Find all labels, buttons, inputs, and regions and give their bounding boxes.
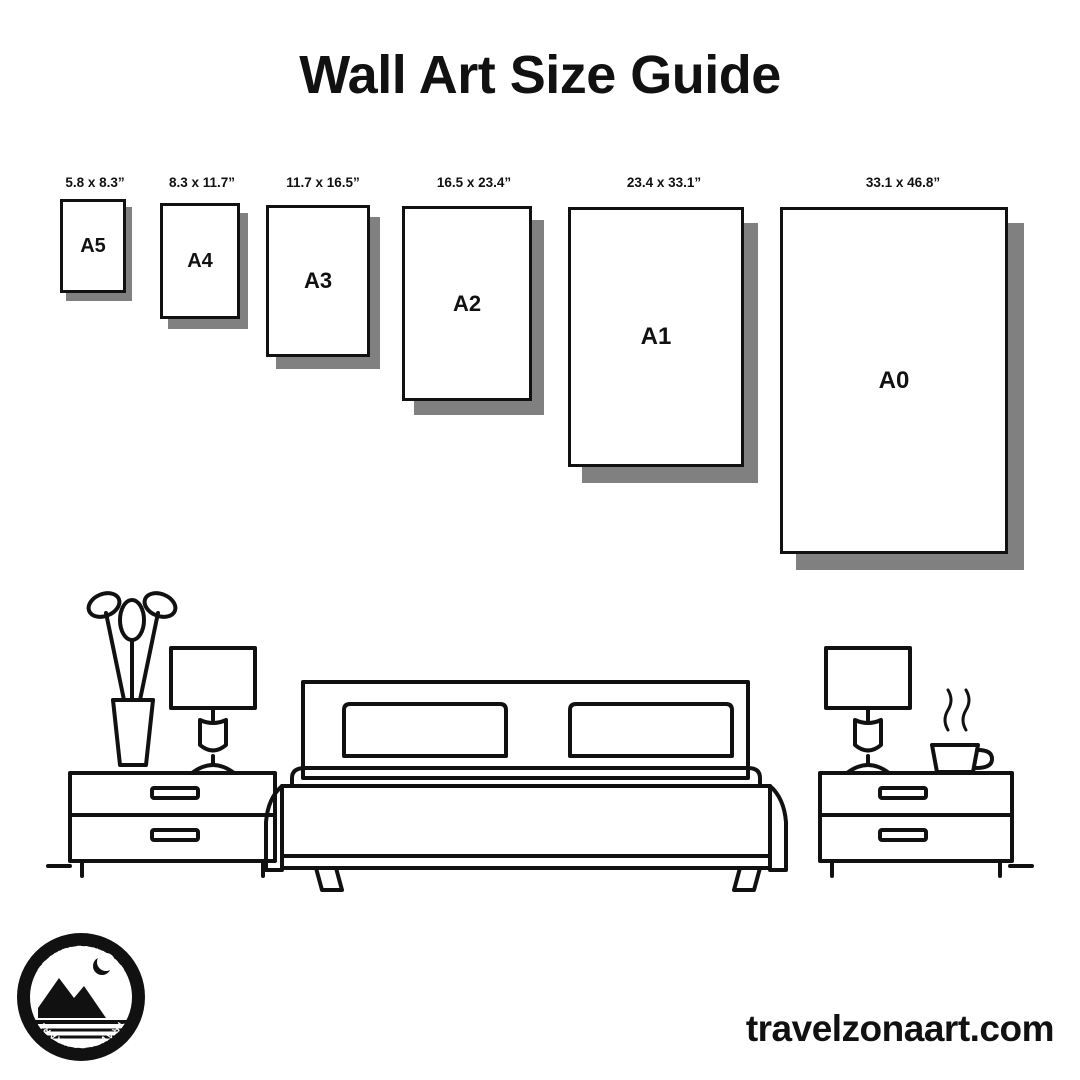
website-url: travelzonaart.com — [745, 1008, 1054, 1049]
frame-group-a2 — [394, 175, 554, 435]
brand-logo — [14, 930, 149, 1065]
frame-dimension-label: 5.8 x 8.3” — [65, 175, 125, 190]
frame-group-a1 — [560, 175, 768, 505]
frame-group-a3 — [258, 175, 388, 385]
frame-size-name: A0 — [878, 366, 910, 394]
frame-group-a5 — [56, 175, 134, 305]
frame-a2 — [402, 206, 532, 401]
frame-a4 — [160, 203, 240, 319]
frame-a1 — [568, 207, 744, 467]
frame-dimension-label: 23.4 x 33.1” — [626, 175, 702, 190]
frame-a0 — [780, 207, 1008, 554]
frame-a5 — [60, 199, 126, 293]
bedroom-illustration — [0, 560, 1080, 920]
frame-dimension-label: 33.1 x 46.8” — [865, 175, 941, 190]
page-title: Wall Art Size Guide — [299, 45, 781, 105]
frame-size-name: A4 — [187, 249, 213, 272]
frame-a3 — [266, 205, 370, 357]
frame-size-name: A5 — [80, 234, 106, 257]
frame-dimension-label: 11.7 x 16.5” — [286, 175, 360, 190]
logo-bottom-text: TRAVELZONAART — [35, 1019, 127, 1051]
frame-size-name: A3 — [303, 268, 333, 293]
frame-dimension-label: 16.5 x 23.4” — [436, 175, 512, 190]
frame-size-name: A2 — [452, 290, 482, 316]
frame-size-name: A1 — [640, 323, 672, 350]
logo-top-text: TRAVELZONAART — [35, 943, 127, 975]
frame-group-a4 — [152, 175, 252, 325]
frame-group-a0 — [772, 175, 1034, 595]
frame-dimension-label: 8.3 x 11.7” — [168, 175, 236, 190]
